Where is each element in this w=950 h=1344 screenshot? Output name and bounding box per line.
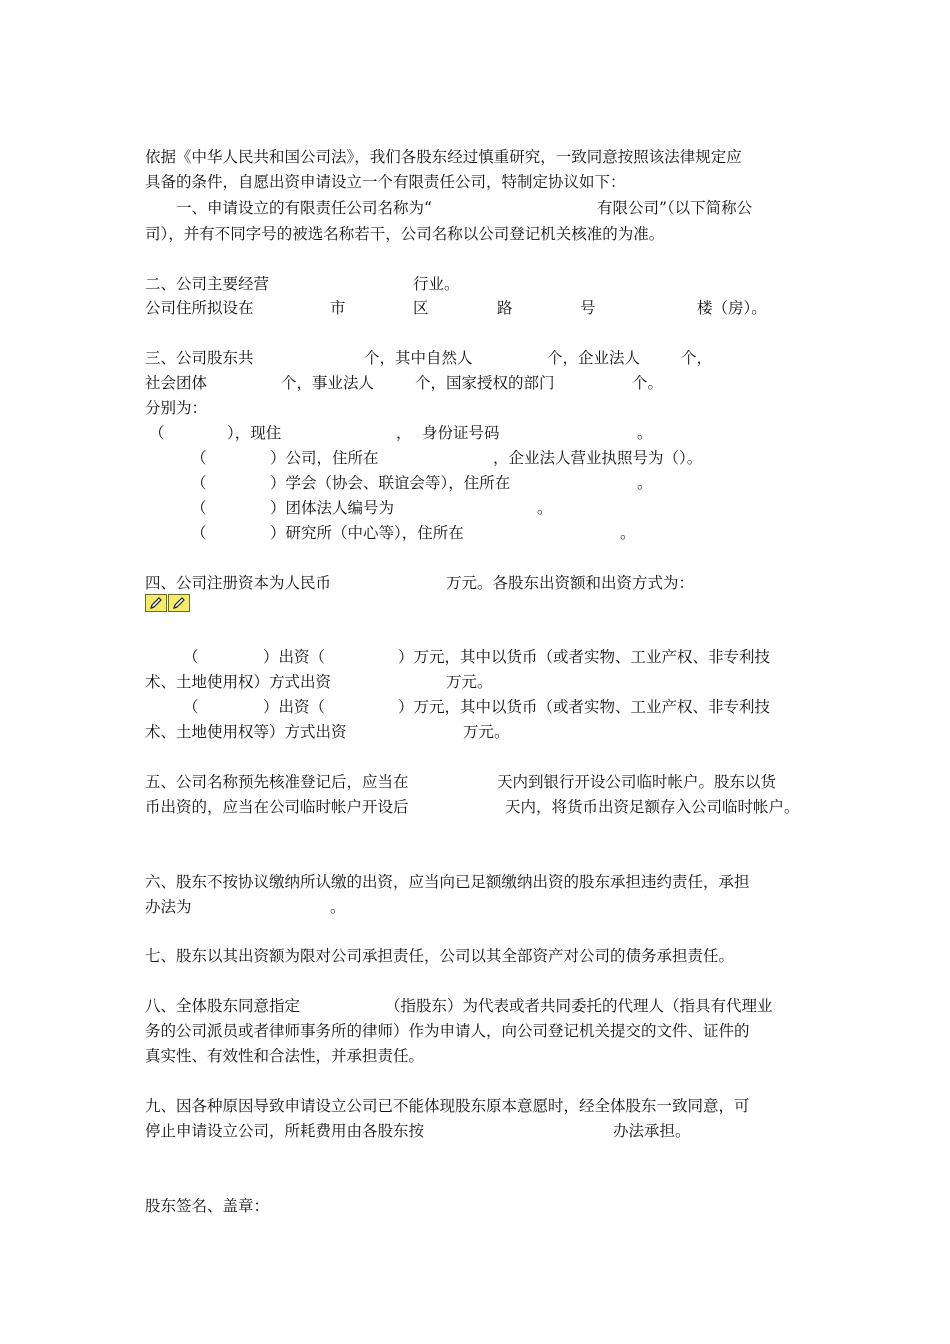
institute-address: ）研究所（中心等），住所在 (270, 524, 464, 542)
clause5-line-1b: 天内到银行开设公司临时帐户。股东以货 (497, 773, 777, 791)
clause3-corp: 个，企业法人 (547, 349, 641, 367)
clause3-state-unit: 个。 (632, 374, 664, 392)
institute-open: （ (191, 524, 207, 542)
clause2-number: 号 (580, 299, 596, 317)
society-address: ）学会（协会、联谊会等），住所在 (270, 474, 511, 492)
company-address: ）公司，住所在 (270, 449, 379, 467)
clause2-industry: 行业。 (413, 275, 460, 293)
group-open: （ (191, 499, 207, 517)
clause3-corp-unit: 个， (681, 349, 713, 367)
clause8-line-2: 务的公司派员或者律师事务所的律师）作为申请人，向公司登记机关提交的文件、证件的 (145, 1022, 750, 1040)
clause2-addr-label: 公司住所拟设在 (145, 299, 254, 317)
clause2-district: 区 (413, 299, 429, 317)
group-end: 。 (537, 499, 553, 517)
clause2-business: 二、公司主要经营 (145, 275, 270, 293)
person-open: （ (149, 424, 165, 442)
share1-invest: ）出资（ (263, 648, 326, 666)
clause2-floor: 楼（房）。 (697, 299, 767, 317)
society-end: 。 (637, 474, 653, 492)
clause8-line-1b: （指股东）为代表或者共同委托的代理人（指具有代理业 (385, 997, 773, 1015)
signature-label: 股东签名、盖章： (145, 1197, 270, 1215)
share1-unit: 万元。 (446, 673, 493, 691)
clause3-state: 个，国家授权的部门 (415, 374, 555, 392)
share2-unit: 万元。 (463, 723, 510, 741)
share2-method: 术、土地使用权等）方式出资 (145, 723, 347, 741)
society-open: （ (191, 474, 207, 492)
institute-end: 。 (620, 524, 636, 542)
pen-icon[interactable] (168, 594, 190, 612)
company-open: （ (191, 449, 207, 467)
clause3-natural: 个，其中自然人 (364, 349, 473, 367)
person-residence: ），现住 (227, 424, 282, 442)
clause1-line-1b: 有限公司”（以下简称公 (597, 199, 753, 217)
share2-open: （ (183, 698, 199, 716)
clause3-total: 三、公司股东共 (145, 349, 254, 367)
clause3-listed: 分别为： (145, 399, 208, 417)
clause3-society: 社会团体 (145, 374, 208, 392)
share1-method: 术、土地使用权）方式出资 (145, 673, 332, 691)
person-id: 身份证号码 (422, 424, 500, 442)
embedded-objects (145, 594, 190, 612)
share1-open: （ (183, 648, 199, 666)
clause1-line-1a: 一、申请设立的有限责任公司名称为“ (176, 199, 432, 217)
clause9-line-2b: 办法承担。 (613, 1122, 691, 1140)
pen-icon[interactable] (145, 594, 167, 612)
clause5-line-2a: 币出资的，应当在公司临时帐户开设后 (145, 798, 409, 816)
clause6-line-2b: 。 (330, 898, 346, 916)
clause6-line-2a: 办法为 (145, 898, 192, 916)
clause4-capital: 四、公司注册资本为人民币 (145, 574, 332, 592)
clause8-line-3: 真实性、有效性和合法性，并承担责任。 (145, 1047, 425, 1065)
clause2-city: 市 (330, 299, 346, 317)
share2-detail: ）万元，其中以货币（或者实物、工业产权、非专利技 (398, 698, 771, 716)
clause3-public: 个，事业法人 (281, 374, 375, 392)
share2-invest: ）出资（ (263, 698, 326, 716)
clause5-line-1a: 五、公司名称预先核准登记后，应当在 (145, 773, 409, 791)
clause4-method: 万元。各股东出资额和出资方式为： (446, 574, 695, 592)
group-number: ）团体法人编号为 (270, 499, 395, 517)
share1-detail: ）万元，其中以货币（或者实物、工业产权、非专利技 (398, 648, 771, 666)
intro-line-2: 具备的条件，自愿出资申请设立一个有限责任公司，特制定协议如下： (145, 173, 626, 191)
company-license: ，企业法人营业执照号为（）。 (493, 449, 703, 467)
intro-line-1: 依据《中华人民共和国公司法》，我们各股东经过慎重研究，一致同意按照该法律规定应 (145, 148, 742, 166)
person-end: 。 (637, 424, 653, 442)
clause1-line-2: 司），并有不同字号的被选名称若干，公司名称以公司登记机关核准的为准。 (145, 225, 665, 243)
clause9-line-1: 九、因各种原因导致申请设立公司已不能体现股东原本意愿时，经全体股东一致同意，可 (145, 1097, 750, 1115)
clause5-line-2b: 天内，将货币出资足额存入公司临时帐户。 (505, 798, 800, 816)
clause9-line-2a: 停止申请设立公司，所耗费用由各股东按 (145, 1122, 425, 1140)
clause2-road: 路 (497, 299, 513, 317)
person-comma: ， (396, 424, 412, 442)
clause7: 七、股东以其出资额为限对公司承担责任，公司以其全部资产对公司的债务承担责任。 (145, 947, 735, 965)
clause6-line-1: 六、股东不按协议缴纳所认缴的出资，应当向已足额缴纳出资的股东承担违约责任，承担 (145, 873, 750, 891)
clause8-line-1a: 八、全体股东同意指定 (145, 997, 301, 1015)
